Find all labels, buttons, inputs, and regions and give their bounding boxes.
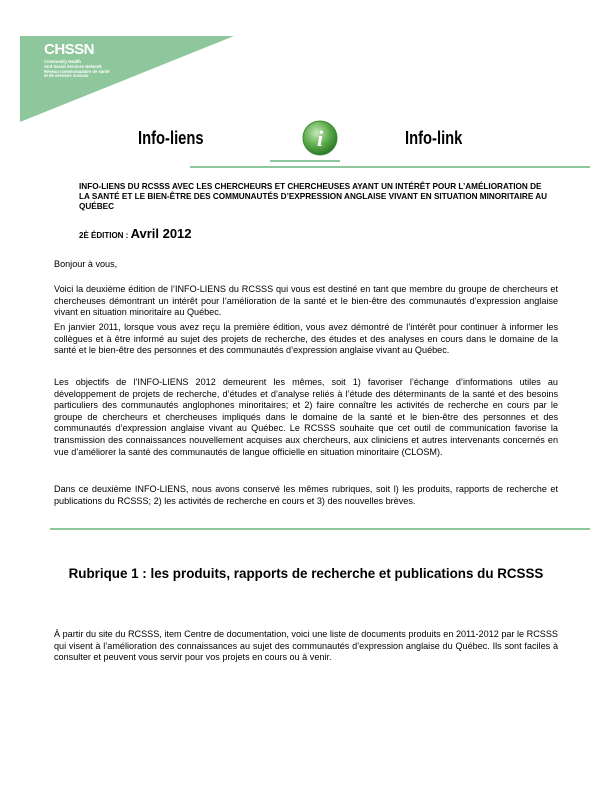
edition	[79, 225, 192, 243]
header-title-left: Info-liens	[138, 128, 204, 148]
header-divider	[190, 166, 590, 168]
logo	[44, 42, 109, 79]
logo-name: CHSSN	[44, 41, 95, 58]
paragraph: Les objectifs de l’INFO-LIENS 2012 demeurent les mêmes, soit 1) favoriser l’échange d’informations utiles au développement de projets de recherche, d’études et d’analyse reliés à l’étude des déterminants de la santé et des besoins particuliers des communautés anglophones minoritaires; et 2) faire connaître les activités de recherche en cours par le groupe de chercheurs et chercheuses impliqués dans le domaine de la santé et le bien-être des personnes et des communautés d’expression anglaise vivant au Québec. Le RCSSS souhaite que cet outil de communication favorise la transmission des connaissances nouvellement acquises aux chercheurs, aux cliniciens et autres intervenants concernés en vue d’améliorer la santé des communautés de langue officielle en situation minoritaire (CLOSM).	[54, 377, 558, 457]
section-divider	[50, 528, 590, 530]
section-title: Rubrique 1 : les produits, rapports de recherche et publications du RCSSS	[68, 566, 544, 581]
header-title-right: Info-link	[405, 128, 463, 148]
paragraph: En janvier 2011, lorsque vous avez reçu la première édition, vous avez démontré de l’intérêt pour continuer à informer les collègues et à être informé au sujet des projets de recherche, des études et des analyses en cours dans le domaine de la santé et le bien-être des personnes et des communautés d’expression anglaise vivant au Québec.	[54, 322, 558, 356]
paragraph: Dans ce deuxième INFO-LIENS, nous avons conservé les mêmes rubriques, soit l) les produits, rapports de recherche et publications du RCSSS; 2) les activités de recherche en cours et 3) des nouvelles brèves.	[54, 484, 558, 506]
logo-line: And Social Services Network	[44, 63, 102, 69]
header-divider-accent	[270, 160, 340, 162]
info-icon-letter: i	[316, 126, 324, 151]
logo-line: Réseau communautaire de santé	[44, 68, 110, 74]
logo-line: et de services sociaux	[44, 73, 89, 79]
section-paragraph: À partir du site du RCSSS, item Centre de documentation, voici une liste de documents produits en 2011-2012 par le RCSSS qui visent à l’amélioration des connaissances au sujet des communautés d’expression anglaise du Québec. Ils sont faciles à consulter et peuvent vous servir pour vos projets en cours ou à venir.	[54, 629, 558, 663]
info-icon	[300, 118, 340, 158]
paragraph: Voici la deuxième édition de l’INFO-LIENS du RCSSS qui vous est destiné en tant que membre du groupe de chercheurs et chercheuses démontrant un intérêt pour l’amélioration de la santé et le bien-être des communautés d’expression anglaise vivant en situation minoritaire au Québec.	[54, 284, 558, 318]
edition-label: 2È ÉDITION :	[79, 231, 131, 240]
headline: INFO-LIENS DU RCSSS AVEC LES CHERCHEURS ET CHERCHEUSES AYANT UN INTÉRÊT POUR L’AMÉLIORATION DE LA SANTÉ ET LE BIEN-ÊTRE DES COMMUNAUTÉS D’EXPRESSION ANGLAISE VIVANT EN SITUATION MINORITAIRE AU QUÉBEC	[79, 182, 548, 211]
logo-line: Community Health	[44, 59, 81, 64]
edition-value: Avril 2012	[130, 226, 192, 241]
greeting: Bonjour à vous,	[54, 259, 118, 269]
